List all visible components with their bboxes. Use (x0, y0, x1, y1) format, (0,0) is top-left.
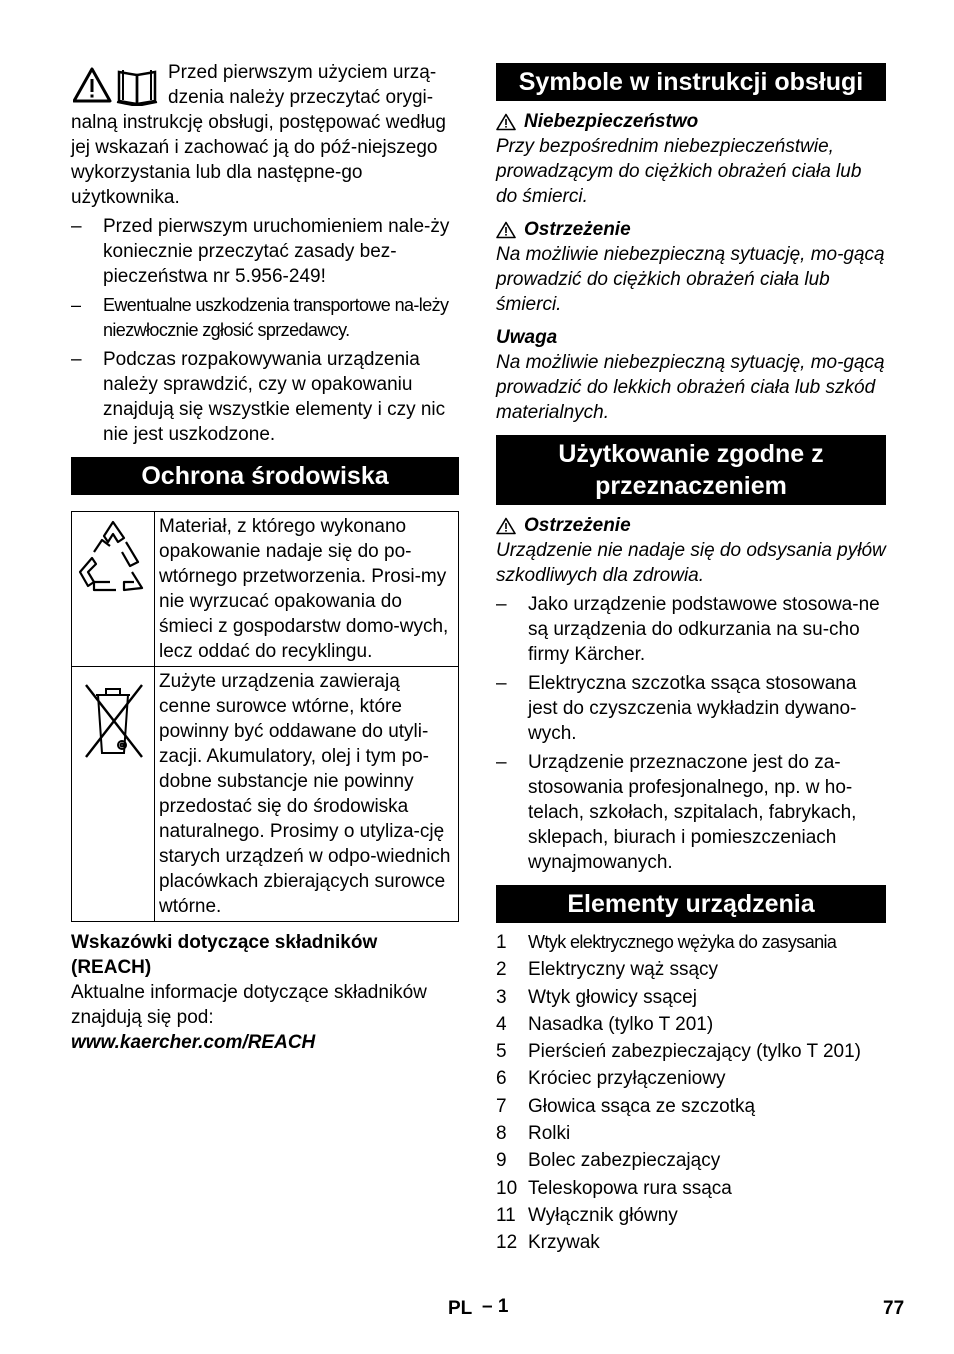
elements-heading: Elementy urządzenia (496, 885, 886, 923)
usage-warning-heading (496, 513, 886, 538)
symbol-caution-heading (496, 325, 886, 350)
reach-text: Aktualne informacje dotyczące składników znajdują się pod: (71, 982, 427, 1028)
reach-section (71, 930, 459, 1055)
item-label: Wtyk elektrycznego wężyka do zasysania (528, 932, 837, 952)
symbol-caution-title: Uwaga (496, 327, 558, 348)
env-icon-cell (72, 512, 155, 667)
symbol-danger (496, 109, 886, 209)
elements-list (496, 929, 886, 1257)
item-number: 5 (496, 1041, 507, 1063)
usage-bullet-2: – Elektryczna szczotka ssąca stosowana jest do czyszczenia wykładzin dywano-wych. (496, 671, 886, 746)
item-number: 9 (496, 1150, 507, 1172)
env-text-recycling: Materiał, z którego wykonano opakowanie nadaje się do po-wtórnego przetworzenia. Prosi-my nie wyrzucać opakowania do śmieci z gospodarstw domo-wych, lecz oddać do recyklingu. (155, 512, 459, 667)
item-label: Wyłącznik główny (528, 1204, 678, 1226)
env-row-disposal (72, 667, 459, 922)
crossed-bin-icon (72, 667, 154, 767)
list-item (496, 929, 886, 956)
item-label: Wtyk głowicy ssącej (528, 986, 697, 1008)
item-number: 7 (496, 1095, 507, 1117)
item-label: Głowica ssąca ze szczotką (528, 1095, 756, 1117)
symbols-heading: Symbole w instrukcji obsługi (496, 63, 886, 101)
item-number: 10 (496, 1177, 518, 1199)
intro-line-2: dzenia należy przeczytać orygi- (168, 87, 434, 108)
intro-bullet-1: – Przed pierwszym uruchomieniem nale-ży koniecznie przeczytać zasady bez-pieczeństwa nr 5.956-249! (71, 214, 459, 289)
item-number: 4 (496, 1013, 507, 1035)
item-number: 11 (496, 1204, 516, 1226)
item-number: 6 (496, 1068, 507, 1090)
warning-triangle-icon (496, 221, 516, 239)
env-table (71, 511, 459, 922)
page-number: 77 (883, 1298, 905, 1319)
usage-bullet-1: – Jako urządzenie podstawowe stosowa-ne są urządzenia do odkurzania na su-cho firmy Kärcher. (496, 592, 886, 667)
left-column (71, 60, 459, 1055)
usage-bullet-3: – Urządzenie przeznaczone jest do za-stosowania profesjonalnego, np. w ho-telach, szkołach, szpitalach, fabrykach, sklepach, biurach i pomieszczeniach wynajmowanych. (496, 750, 886, 875)
list-item (496, 1120, 886, 1147)
item-label: Krzywak (528, 1232, 600, 1254)
usage-warning-text: Urządzenie nie nadaje się do odsysania pyłów szkodliwych dla zdrowia. (496, 540, 886, 586)
warning-book-icon (73, 66, 161, 106)
env-text-disposal: Zużyte urządzenia zawierają cenne surowce wtórne, które powinny być oddawane do utyli-zacji. Akumulatory, olej i tym po-dobne substancje nie powinny przedostać się do środowiska naturalnego. Prosimy o utyliza-cję starych urządzeń w odpo-wiednich placówkach zbierających surowce wtórne. (155, 667, 459, 922)
manual-warning-icons (73, 66, 161, 106)
item-label: Teleskopowa rura ssąca (528, 1177, 732, 1199)
list-item (496, 1038, 886, 1065)
env-icon-cell (72, 667, 155, 922)
list-item (496, 984, 886, 1011)
symbol-caution (496, 325, 886, 425)
item-label: Króciec przyłączeniowy (528, 1068, 726, 1090)
env-heading: Ochrona środowiska (71, 457, 459, 495)
footer-section: – 1 (482, 1296, 509, 1317)
usage-warning-title: Ostrzeżenie (524, 515, 631, 536)
right-column (496, 63, 886, 1257)
list-item (496, 1147, 886, 1174)
symbol-warning-title: Ostrzeżenie (524, 219, 631, 240)
list-item (496, 1175, 886, 1202)
intro-bullet-2: – Ewentualne uszkodzenia transportowe na-leży niezwłocznie zgłosić sprzedawcy. (71, 293, 459, 343)
intro-line-1: Przed pierwszym użyciem urzą- (168, 62, 437, 83)
symbol-danger-text: Przy bezpośrednim niebezpieczeństwie, prowadzącym do ciężkich obrażeń ciała lub do śmierci. (496, 136, 862, 207)
warning-triangle-icon (496, 113, 516, 131)
symbol-danger-title: Niebezpieczeństwo (524, 111, 699, 132)
reach-heading: Wskazówki dotyczące składników (REACH) (71, 932, 378, 978)
list-item (496, 1229, 886, 1256)
item-number: 8 (496, 1123, 507, 1145)
intro-bullet-3: – Podczas rozpakowywania urządzenia należy sprawdzić, czy w opakowaniu znajdują się wszystkie elementy i czy nic nie jest uszkodzone. (71, 347, 459, 447)
item-label: Rolki (528, 1123, 571, 1145)
item-label: Bolec zabezpieczający (528, 1150, 721, 1172)
item-number: 2 (496, 959, 507, 981)
list-item (496, 1093, 886, 1120)
warning-triangle-icon (496, 517, 516, 535)
usage-section (496, 513, 886, 875)
symbol-warning (496, 217, 886, 317)
list-item (496, 1065, 886, 1092)
intro (71, 60, 459, 447)
env-row-recycling (72, 512, 459, 667)
usage-heading: Użytkowanie zgodne z przeznaczeniem (496, 435, 886, 505)
symbol-warning-heading (496, 217, 886, 242)
item-number: 3 (496, 986, 507, 1008)
item-number: 1 (496, 932, 507, 953)
symbol-warning-text: Na możliwie niebezpieczną sytuację, mo-gącą prowadzić do ciężkich obrażeń ciała lub śmierci. (496, 244, 885, 315)
item-label: Nasadka (tylko T 201) (528, 1013, 714, 1035)
list-item (496, 956, 886, 983)
item-label: Pierścień zabezpieczający (tylko T 201) (528, 1041, 862, 1063)
list-item (496, 1011, 886, 1038)
symbol-danger-heading (496, 109, 886, 134)
item-label: Elektryczny wąż ssący (528, 959, 719, 981)
list-item (496, 1202, 886, 1229)
item-number: 12 (496, 1232, 518, 1254)
footer-lang: PL (448, 1298, 473, 1319)
intro-text: nalną instrukcję obsługi, postępować według jej wskazań i zachować ją do póź-niejszego wykorzystania lub dla następne-go użytkownika. (71, 112, 446, 208)
recycling-icon (72, 512, 154, 612)
symbol-caution-text: Na możliwie niebezpieczną sytuację, mo-gącą prowadzić do lekkich obrażeń ciała lub szkód materialnych. (496, 352, 885, 423)
reach-link[interactable]: www.kaercher.com/REACH (71, 1032, 316, 1053)
